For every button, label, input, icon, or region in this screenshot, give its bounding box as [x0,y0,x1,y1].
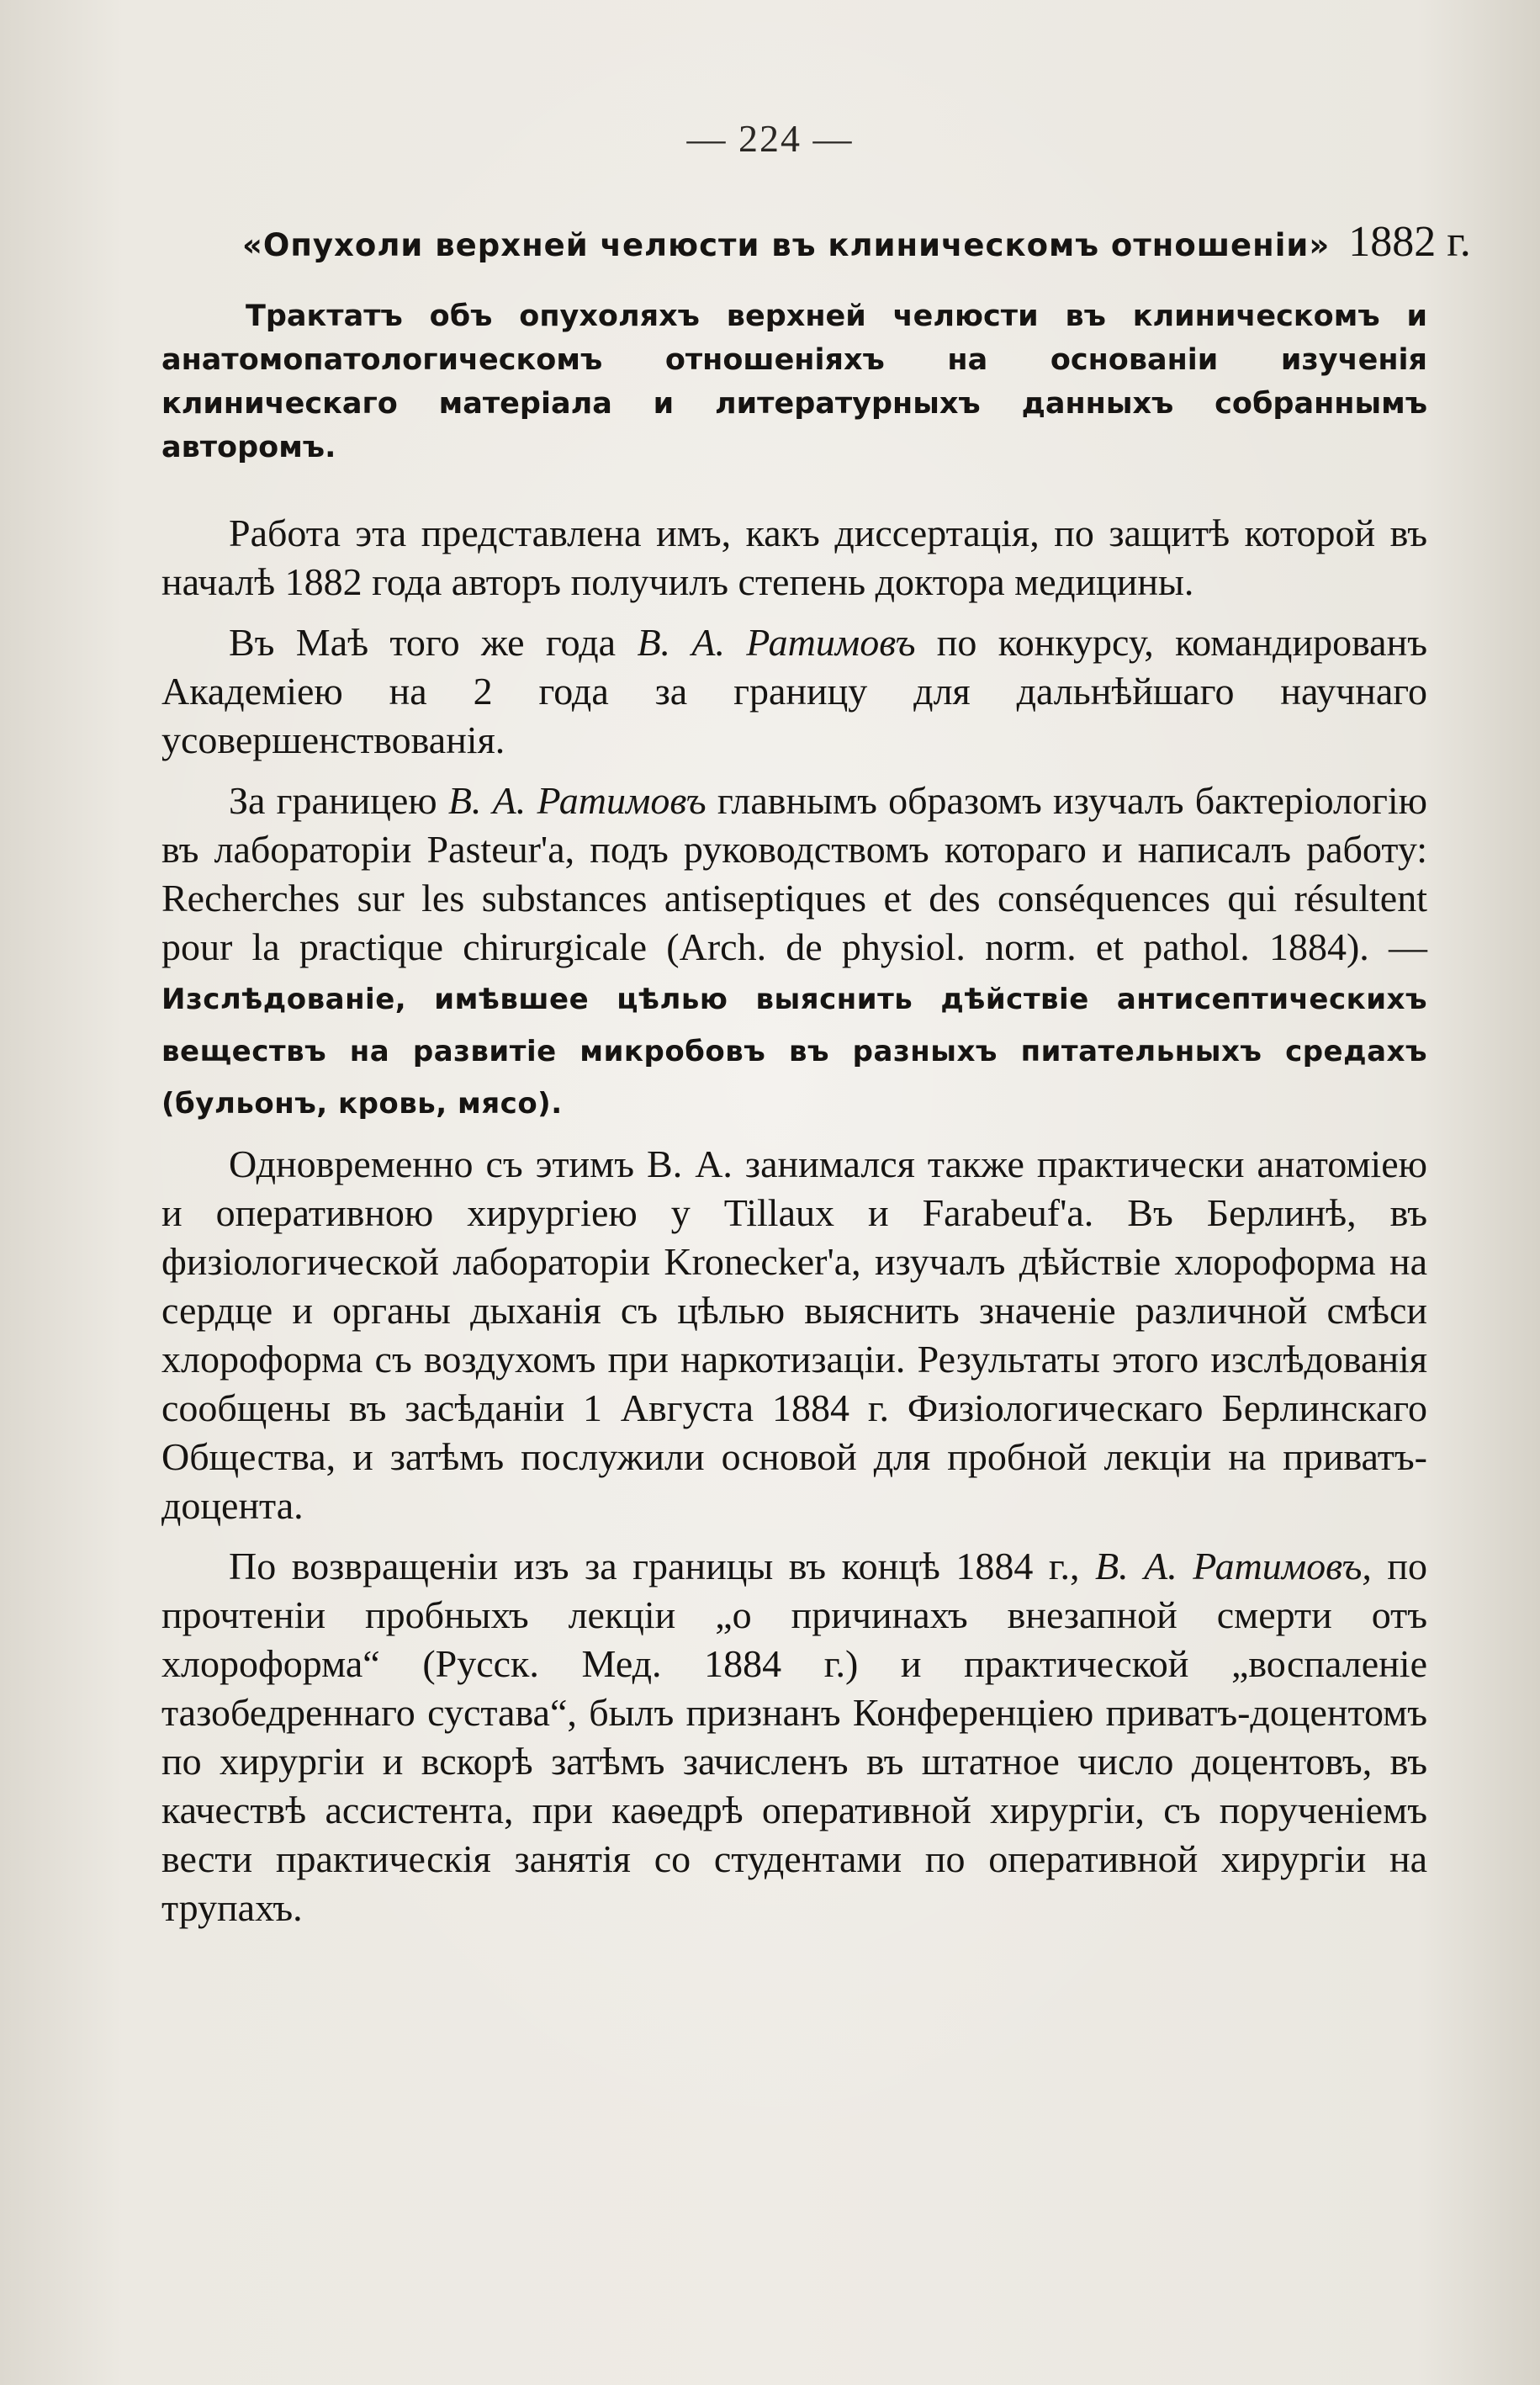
heading-title: «Опухоли верхней челюсти въ клиническомъ отношеніи» [242,227,1331,263]
author-name: В. А. Ратимовъ, [1095,1545,1372,1587]
paragraph-2-text-b: по конкурсу, командированъ Академіею на 2 года за границу для дальнѣйшаго научнаго усовершенствованія. [161,621,1428,761]
paragraph-5 [161,1542,1427,1932]
section-heading [242,217,1471,267]
paragraph-5-text-b: по прочтеніи пробныхъ лекціи „о причинахъ внезапной смерти отъ хлороформа“ (Русск. Мед. 1884 г.) и практической „воспаленіе тазобедреннаго сустава“, былъ признанъ Конференціею приватъ-доцентомъ по хирургіи и вскорѣ затѣмъ зачисленъ въ штатное число доцентовъ, въ качествѣ ассистента, при каѳедрѣ оперативной хирургіи, съ порученіемъ вести практическія занятія со студентами по оперативной хирургіи на трупахъ. [161,1545,1428,1929]
paragraph-1-text: Работа эта представлена имъ, какъ диссертація, по защитѣ которой въ началѣ 1882 года авторъ получилъ степень доктора медицины. [161,511,1427,603]
paragraph-3-text-b: главнымъ образомъ изучалъ бактеріологію въ лабораторіи Pasteur'а, подъ руководствомъ котораго и написалъ работу: Recherches sur les substances antiseptiques et des conséquences qui résultent pour la practique chirurgicale (Arch. de physiol. norm. et pathol. 1884). — [161,779,1428,968]
heading-year: 1882 г. [1348,218,1471,266]
paragraph-2 [161,618,1427,765]
paragraph-1 [161,509,1427,607]
paragraph-3-translation: Изслѣдованіе, имѣвшее цѣлью выяснить дѣйствіе антисептическихъ веществъ на развитіе микробовъ въ разныхъ питательныхъ средахъ (бульонъ, кровь, мясо). [161,983,1427,1121]
paragraph-5-text-a: По возвращеніи изъ за границы въ концѣ 1884 г., [229,1545,1080,1587]
body-text [161,509,1427,1932]
paragraph-3-text-a: За границею [229,779,437,822]
paragraph-2-text-a: Въ Маѣ того же года [229,621,617,664]
page-number: — 224 — [686,117,854,160]
author-name: В. А. Ратимовъ [447,779,706,822]
paragraph-4-text: Одновременно съ этимъ В. А. занимался также практически анатоміею и оперативною хирургіею у Tillaux и Farabeuf'а. Въ Берлинѣ, въ физіологической лабораторіи Kronecker'а, изучалъ дѣйствіе хлороформа на сердце и органы дыханія съ цѣлью выяснить значеніе различной смѣси хлороформа съ воздухомъ при наркотизаціи. Результаты этого изслѣдованія сообщены въ засѣданіи 1 Августа 1884 г. Физіологическаго Берлинскаго Общества, и затѣмъ послужили основой для пробной лекціи на приватъ-доцента. [161,1142,1427,1527]
paragraph-4 [161,1140,1427,1530]
author-name: В. А. Ратимовъ [637,621,916,664]
summary-paragraph: Трактатъ объ опухоляхъ верхней челюсти въ клиническомъ и анатомопатологическомъ отношеніяхъ на основаніи изученія клиническаго матеріала и литературныхъ данныхъ собраннымъ авторомъ. [161,299,1427,464]
paragraph-3 [161,776,1427,1128]
